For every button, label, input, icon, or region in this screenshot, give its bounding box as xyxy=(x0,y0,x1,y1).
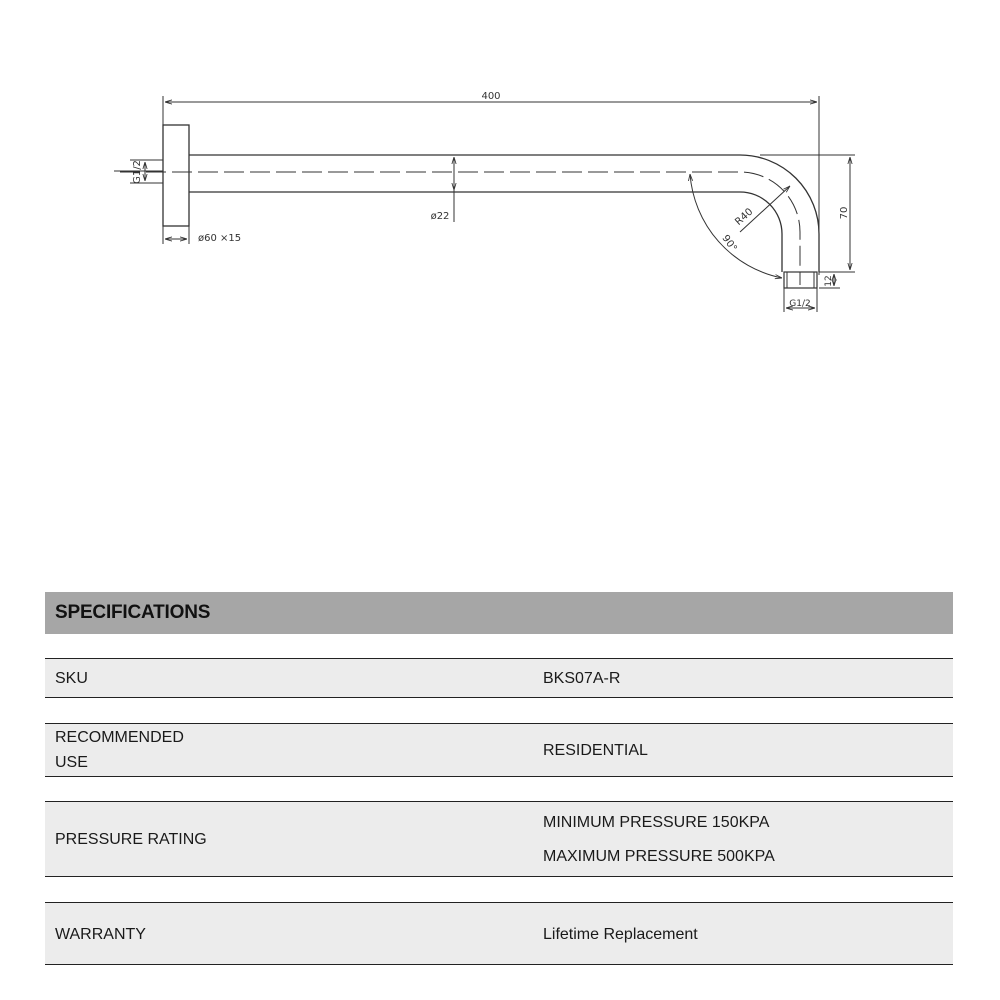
spec-value: BKS07A-R xyxy=(543,670,621,687)
spec-row-warranty xyxy=(45,902,953,965)
drop-height-label: 70 xyxy=(839,206,850,220)
inlet-thread-label: G1/2 xyxy=(132,160,143,184)
pipe-centerline xyxy=(120,172,800,285)
specifications-header xyxy=(45,592,953,634)
bend-angle-arc xyxy=(690,174,782,278)
spec-label: SKU xyxy=(55,670,88,687)
spec-row-recommended-use xyxy=(45,723,953,777)
specifications-title: SPECIFICATIONS xyxy=(55,602,211,623)
spec-value: Lifetime Replacement xyxy=(543,926,698,943)
spec-label: WARRANTY xyxy=(55,926,146,943)
pipe-diameter-label: ø22 xyxy=(430,211,450,222)
bend-radius-label: R40 xyxy=(733,206,756,228)
spec-value-min: MINIMUM PRESSURE 150KPA xyxy=(543,814,770,831)
specifications-table xyxy=(45,592,953,943)
flange-label: ø60 ×15 xyxy=(198,233,242,244)
bend-angle-label: 90° xyxy=(719,233,739,254)
spec-row-sku xyxy=(45,658,953,698)
pipe-bend-inner xyxy=(740,192,782,272)
thread-length-label: 12 xyxy=(824,275,834,287)
wall-flange xyxy=(163,125,189,226)
spec-label-line2: USE xyxy=(55,754,88,771)
technical-drawing xyxy=(0,0,1000,340)
overall-length-label: 400 xyxy=(481,91,501,102)
spec-label: PRESSURE RATING xyxy=(55,831,207,848)
spec-value-max: MAXIMUM PRESSURE 500KPA xyxy=(543,848,775,865)
spec-value: RESIDENTIAL xyxy=(543,742,648,759)
spec-row-pressure-rating xyxy=(45,801,953,877)
outlet-thread-label: G1/2 xyxy=(789,299,811,309)
spec-label-line1: RECOMMENDED xyxy=(55,729,184,746)
